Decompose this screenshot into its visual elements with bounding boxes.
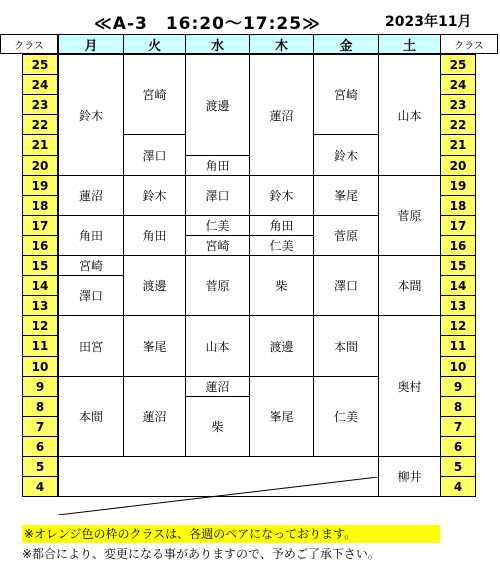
teacher-cell: 蓮沼 — [58, 175, 124, 216]
teacher-cell: 澤口 — [58, 275, 124, 316]
class-number-right: 16 — [440, 235, 476, 256]
class-number-left: 23 — [22, 94, 58, 115]
empty-slot-diagonal — [58, 477, 378, 515]
class-number-left: 12 — [22, 315, 58, 336]
class-number-left: 5 — [22, 456, 58, 477]
teacher-cell: 田宮 — [58, 315, 124, 377]
class-number-left: 16 — [22, 235, 58, 256]
teacher-cell: 蓮沼 — [123, 376, 186, 457]
year-month: 2023年11月 — [385, 14, 472, 30]
teacher-cell: 渡邊 — [185, 54, 250, 156]
day-header-4: 金 — [313, 34, 379, 54]
class-number-left: 19 — [22, 175, 58, 196]
class-number-left: 21 — [22, 134, 58, 156]
class-number-right: 21 — [440, 134, 476, 156]
teacher-cell: 宮崎 — [58, 255, 124, 276]
class-number-left: 7 — [22, 416, 58, 437]
teacher-cell: 澤口 — [123, 134, 186, 176]
class-number-right: 6 — [440, 436, 476, 457]
teacher-cell: 澤口 — [313, 255, 379, 316]
teacher-cell: 蓮沼 — [185, 376, 250, 397]
teacher-cell: 鈴木 — [123, 175, 186, 216]
teacher-cell: 仁美 — [313, 376, 379, 457]
class-number-left: 6 — [22, 436, 58, 457]
class-number-left: 10 — [22, 356, 58, 377]
teacher-cell: 仁美 — [249, 235, 314, 256]
class-number-right: 20 — [440, 155, 476, 176]
class-number-left: 20 — [22, 155, 58, 176]
class-number-right: 7 — [440, 416, 476, 437]
teacher-cell: 角田 — [58, 215, 124, 256]
teacher-cell: 柳井 — [378, 456, 441, 497]
teacher-cell: 宮崎 — [185, 235, 250, 256]
class-number-left: 11 — [22, 335, 58, 357]
class-number-right: 15 — [440, 255, 476, 276]
teacher-cell: 柴 — [185, 396, 250, 457]
class-number-right: 4 — [440, 476, 476, 497]
teacher-cell: 宮崎 — [123, 54, 186, 135]
class-number-left: 8 — [22, 396, 58, 417]
class-number-right: 24 — [440, 74, 476, 95]
teacher-cell: 角田 — [123, 215, 186, 256]
class-number-left: 4 — [22, 476, 58, 497]
class-number-right: 23 — [440, 94, 476, 115]
class-header-left: クラス — [0, 34, 58, 54]
class-number-right: 25 — [440, 54, 476, 75]
class-number-right: 19 — [440, 175, 476, 196]
class-number-right: 10 — [440, 356, 476, 377]
teacher-cell: 鈴木 — [58, 54, 124, 176]
class-number-left: 9 — [22, 376, 58, 397]
class-number-right: 8 — [440, 396, 476, 417]
class-number-right: 5 — [440, 456, 476, 477]
class-header-right: クラス — [440, 34, 498, 54]
teacher-cell: 渡邊 — [123, 255, 186, 316]
note-changes: ※都合により、変更になる事がありますので、予めご了承下さい。 — [22, 547, 380, 561]
day-header-2: 水 — [185, 34, 250, 54]
class-number-left: 14 — [22, 275, 58, 296]
teacher-cell: 山本 — [185, 315, 250, 377]
teacher-cell: 奥村 — [378, 315, 441, 457]
day-header-3: 木 — [249, 34, 314, 54]
teacher-cell: 宮崎 — [313, 54, 379, 135]
class-number-right: 11 — [440, 335, 476, 357]
teacher-cell: 角田 — [185, 155, 250, 176]
class-number-left: 15 — [22, 255, 58, 276]
class-number-left: 13 — [22, 295, 58, 316]
teacher-cell: 菅原 — [313, 215, 379, 256]
day-header-5: 土 — [378, 34, 441, 54]
class-number-right: 12 — [440, 315, 476, 336]
teacher-cell: 鈴木 — [249, 175, 314, 216]
teacher-cell: 柴 — [249, 255, 314, 316]
class-number-right: 13 — [440, 295, 476, 316]
teacher-cell: 鈴木 — [313, 134, 379, 176]
teacher-cell: 峯尾 — [249, 376, 314, 457]
teacher-cell: 山本 — [378, 54, 441, 176]
teacher-cell: 峯尾 — [123, 315, 186, 377]
class-number-left: 24 — [22, 74, 58, 95]
note-pair-classes: ※オレンジ色の枠のクラスは、各週のペアになっております。 — [22, 525, 440, 543]
teacher-cell: 角田 — [249, 215, 314, 236]
class-number-right: 14 — [440, 275, 476, 296]
class-number-right: 22 — [440, 114, 476, 135]
teacher-cell: 本間 — [378, 255, 441, 316]
day-header-1: 火 — [123, 34, 186, 54]
class-number-left: 18 — [22, 195, 58, 216]
class-number-left: 22 — [22, 114, 58, 135]
teacher-cell: 菅原 — [378, 175, 441, 256]
teacher-cell: 澤口 — [185, 175, 250, 216]
teacher-cell: 本間 — [58, 376, 124, 457]
class-number-right: 9 — [440, 376, 476, 397]
teacher-cell: 渡邊 — [249, 315, 314, 377]
teacher-cell: 蓮沼 — [249, 54, 314, 176]
day-header-0: 月 — [58, 34, 124, 54]
teacher-cell: 峯尾 — [313, 175, 379, 216]
class-number-left: 17 — [22, 215, 58, 236]
teacher-cell: 菅原 — [185, 255, 250, 316]
page-title: ≪A-3 16:20〜17:25≫ — [94, 14, 321, 34]
teacher-cell: 仁美 — [185, 215, 250, 236]
class-number-right: 17 — [440, 215, 476, 236]
teacher-cell: 本間 — [313, 315, 379, 377]
class-number-right: 18 — [440, 195, 476, 216]
class-number-left: 25 — [22, 54, 58, 75]
